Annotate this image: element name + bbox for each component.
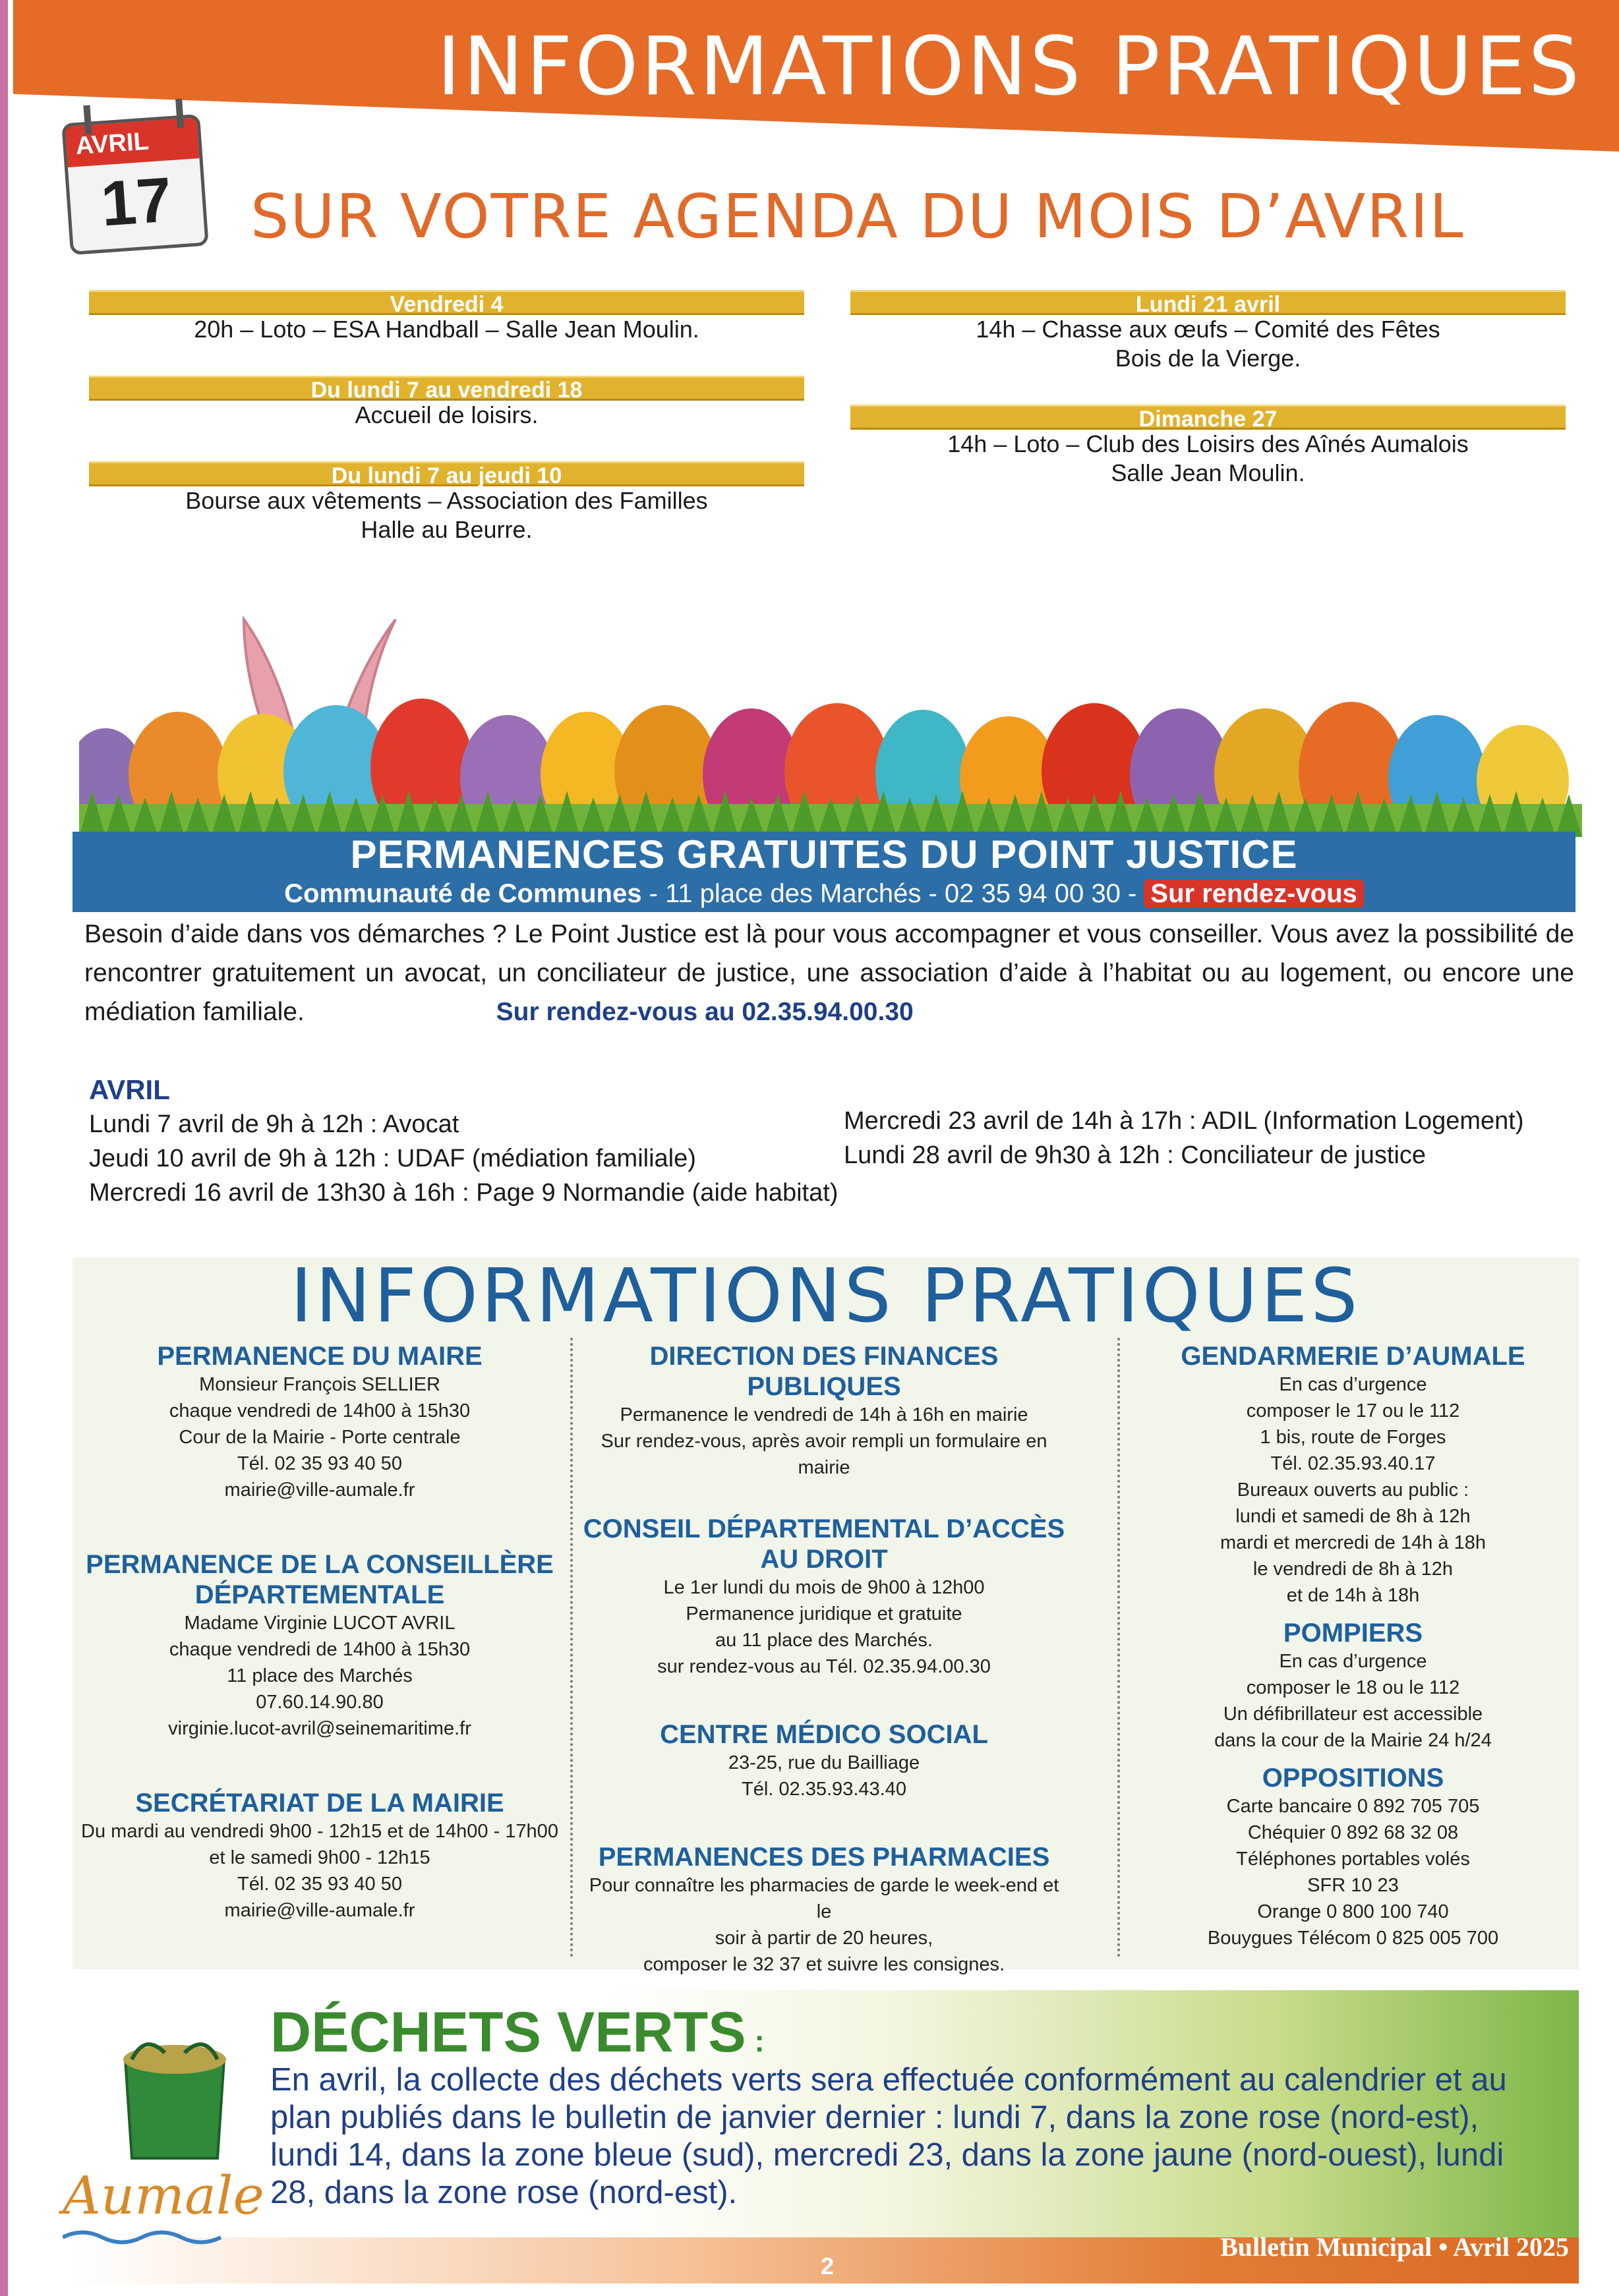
info-heading: SECRÉTARIAT DE LA MAIRIE (135, 1789, 504, 1818)
bulletin-footer: Bulletin Municipal • Avril 2025 (1220, 2232, 1569, 2262)
info-column-2 (580, 1341, 1068, 2011)
justice-title: PERMANENCES GRATUITES DU POINT JUSTICE (350, 832, 1298, 876)
green-waste-title (270, 2000, 765, 2065)
agenda-item (850, 405, 1566, 488)
agenda-date: Lundi 21 avril (850, 290, 1566, 315)
agenda-text: 14h – Chasse aux œufs – Comité des Fêtes Bois de la Vierge. (976, 316, 1440, 372)
info-body: Carte bancaire 0 892 705 705 Chéquier 0 892 68 32 08 Téléphones portables volés SFR 10 23 Orange 0 800 100 740 Bouygues Télécom 0 825 005 700 (1207, 1796, 1499, 1949)
agenda-date: Vendredi 4 (89, 290, 804, 315)
info-section-finances (580, 1341, 1068, 1481)
schedule-line: Lundi 7 avril de 9h à 12h : Avocat (89, 1110, 459, 1138)
green-waste-title-text: DÉCHETS VERTS (270, 2001, 746, 2064)
green-waste-text: En avril, la collecte des déchets verts sera effectuée conformément au calendrier et au plan publiés dans le bulletin de janvier dernier : lundi 7, dans la zone rose (nord-est), lundi 14, dans la zone bleue (sud), mercredi 23, dans la zone jaune (nord-ouest), lundi 28, dans la zone rose (nord-est). (270, 2062, 1507, 2210)
justice-appointment-phone: Sur rendez-vous au 02.35.94.00.30 (496, 998, 914, 1026)
schedule-line: Jeudi 10 avril de 9h à 12h : UDAF (médiation familiale) (89, 1145, 696, 1172)
justice-subtitle (73, 879, 1575, 909)
agenda-title: SUR VOTRE AGENDA DU MOIS D’AVRIL (250, 181, 1465, 252)
info-heading: CONSEIL DÉPARTEMENTAL D’ACCÈS AU DROIT (583, 1514, 1065, 1574)
info-body: Le 1er lundi du mois de 9h00 à 12h00 Permanence juridique et gratuite au 11 place des Marchés. sur rendez-vous au Tél. 02.35.94.00.30 (657, 1577, 991, 1677)
agenda-date: Du lundi 7 au vendredi 18 (89, 376, 804, 401)
justice-body-text: Besoin d’aide dans vos démarches ? Le Point Justice est là pour vous accompagner et vous conseiller. Vous avez la possibilité de rencontrer gratuitement un avocat, un conciliateur de justice, une association d’aide à l’habitat ou au logement, ou encore une médiation familiale. (84, 920, 1574, 1026)
info-heading: CENTRE MÉDICO SOCIAL (660, 1720, 988, 1749)
agenda-item (89, 461, 804, 544)
info-body: Du mardi au vendredi 9h00 - 12h15 et de 14h00 - 17h00 et le samedi 9h00 - 12h15 Tél. 02 35 93 40 50 mairie@ville-aumale.fr (81, 1821, 558, 1921)
avril-heading: AVRIL (89, 1074, 170, 1105)
agenda-item (850, 290, 1566, 373)
left-decor-strip (0, 0, 8, 2296)
info-section-medico-social (580, 1719, 1068, 1802)
appointment-badge: Sur rendez-vous (1144, 879, 1363, 908)
info-section-oppositions (1134, 1763, 1572, 1951)
agenda-text: Accueil de loisirs. (355, 401, 539, 428)
schedule-line: Lundi 28 avril de 9h30 à 12h : Conciliateur de justice (844, 1141, 1427, 1169)
info-body: Permanence le vendredi de 14h à 16h en mairie Sur rendez-vous, après avoir rempli un formulaire en mairie (601, 1404, 1047, 1478)
info-section-gendarmerie (1134, 1341, 1572, 1609)
agenda-item (89, 290, 804, 344)
agenda-column-right (850, 290, 1566, 519)
easter-eggs-illustration (79, 606, 1582, 837)
column-divider (1117, 1338, 1120, 1957)
info-heading: POMPIERS (1283, 1619, 1423, 1648)
avril-schedule-right (844, 1104, 1523, 1172)
info-heading: GENDARMERIE D’AUMALE (1181, 1342, 1525, 1371)
agenda-date: Dimanche 27 (850, 405, 1566, 430)
agenda-text: 20h – Loto – ESA Handball – Salle Jean Moulin. (194, 316, 699, 343)
info-heading: OPPOSITIONS (1262, 1764, 1444, 1793)
justice-address: - 11 place des Marchés - 02 35 94 00 30 - (649, 879, 1137, 908)
green-waste-colon: : (746, 2024, 765, 2058)
calendar-day: 17 (98, 164, 174, 240)
info-section-pharmacies (580, 1842, 1068, 1978)
info-section-councillor (76, 1549, 564, 1742)
logo-wave-icon (63, 2227, 234, 2247)
schedule-line: Mercredi 23 avril de 14h à 17h : ADIL (Information Logement) (844, 1107, 1524, 1135)
calendar-icon (61, 114, 208, 255)
info-heading: PERMANENCE DE LA CONSEILLÈRE DÉPARTEMENTALE (86, 1550, 554, 1609)
info-section-legal-access (580, 1514, 1068, 1680)
green-waste-bag-icon (119, 2033, 231, 2165)
info-heading: PERMANENCE DU MAIRE (157, 1342, 483, 1371)
avril-schedule-left (89, 1107, 838, 1210)
info-section-secretariat (76, 1788, 564, 1924)
aumale-logo: Aumale (63, 2165, 264, 2226)
info-title: INFORMATIONS PRATIQUES (290, 1253, 1361, 1339)
calendar-month: AVRIL (65, 117, 200, 167)
schedule-line: Mercredi 16 avril de 13h30 à 16h : Page 9 Normandie (aide habitat) (89, 1179, 839, 1207)
column-divider (570, 1338, 573, 1957)
info-body: Monsieur François SELLIER chaque vendredi de 14h00 à 15h30 Cour de la Mairie - Porte centrale Tél. 02 35 93 40 50 mairie@ville-aumale.fr (169, 1374, 471, 1501)
info-heading: DIRECTION DES FINANCES PUBLIQUES (649, 1342, 999, 1401)
justice-org: Communauté de Communes (284, 879, 642, 908)
info-body: Pour connaître les pharmacies de garde le week-end et le soir à partir de 20 heures, composer le 32 37 et suivre les consignes. (589, 1875, 1059, 1975)
info-body: Madame Virginie LUCOT AVRIL chaque vendredi de 14h00 à 15h30 11 place des Marchés 07.60.14.90.80 virginie.lucot-avril@seinemaritime.fr (168, 1613, 471, 1739)
info-body: 23-25, rue du Bailliage Tél. 02.35.93.43.40 (728, 1752, 920, 1800)
justice-description (84, 915, 1574, 1031)
info-body: En cas d’urgence composer le 18 ou le 112 Un défibrillateur est accessible dans la cour de la Mairie 24 h/24 (1214, 1651, 1492, 1751)
info-column-1 (76, 1341, 564, 1957)
info-section-mayor (76, 1341, 564, 1503)
page-title: INFORMATIONS PRATIQUES (436, 20, 1582, 113)
info-body: En cas d’urgence composer le 17 ou le 112 1 bis, route de Forges Tél. 02.35.93.40.17 Bureaux ouverts au public : lundi et samedi de 8h à 12h mardi et mercredi de 14h à 18h le vendredi de 8h à 12h et de 14h à 18h (1220, 1374, 1486, 1606)
agenda-text: Bourse aux vêtements – Association des Familles Halle au Beurre. (185, 487, 708, 543)
agenda-text: 14h – Loto – Club des Loisirs des Aînés Aumalois Salle Jean Moulin. (947, 430, 1469, 486)
agenda-date: Du lundi 7 au jeudi 10 (89, 461, 804, 486)
info-heading: PERMANENCES DES PHARMACIES (598, 1843, 1050, 1872)
info-section-firefighters (1134, 1618, 1572, 1754)
info-column-3 (1134, 1341, 1572, 1984)
agenda-column-left (89, 290, 804, 576)
agenda-item (89, 376, 804, 430)
page-number: 2 (821, 2253, 835, 2280)
